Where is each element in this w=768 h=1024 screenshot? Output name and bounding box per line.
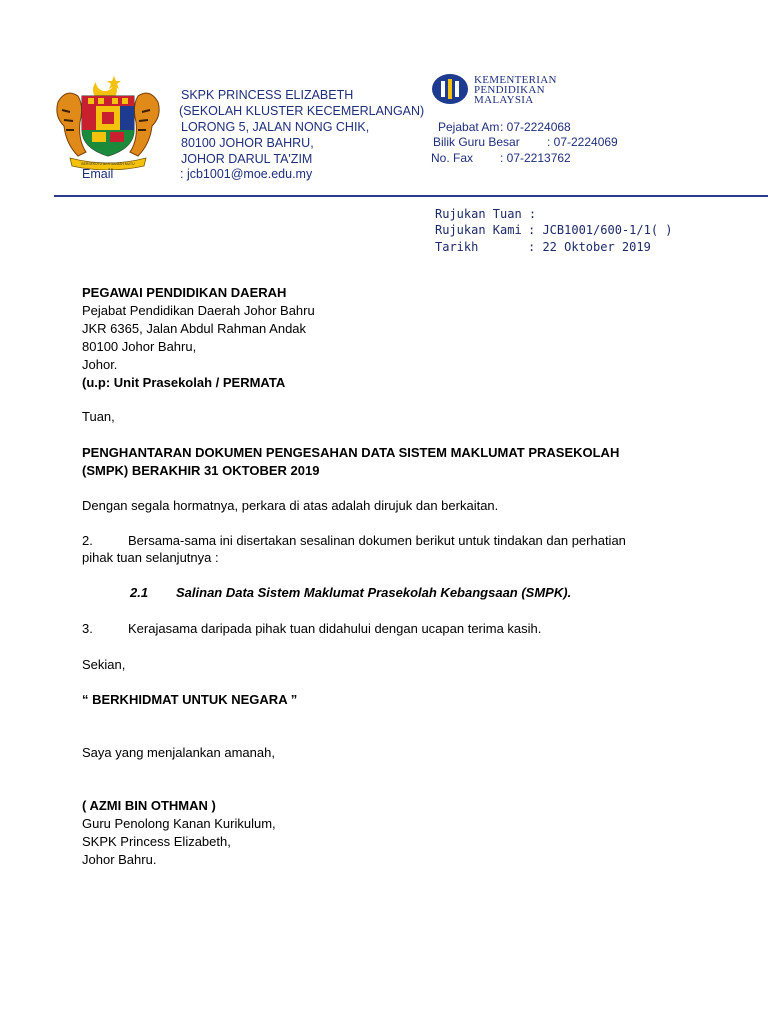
salutation: Tuan, <box>82 409 115 424</box>
ministry-line-1: KEMENTERIAN <box>474 74 557 86</box>
closing: Sekian, <box>82 657 126 672</box>
recipient-title: PEGAWAI PENDIDIKAN DAERAH <box>82 285 287 300</box>
recipient-line: JKR 6365, Jalan Abdul Rahman Andak <box>82 321 307 336</box>
motto: “ BERKHIDMAT UNTUK NEGARA ” <box>82 692 298 707</box>
subject-line: PENGHANTARAN DOKUMEN PENGESAHAN DATA SISTEM MAKLUMAT PRASEKOLAH <box>82 445 620 460</box>
letterhead-divider <box>54 195 768 197</box>
paragraph-2-line-2: pihak tuan selanjutnya : <box>82 550 219 565</box>
subject <box>82 444 619 480</box>
ministry-line-2: PENDIDIKAN <box>474 84 545 96</box>
signatory-line: Johor Bahru. <box>82 852 157 867</box>
paragraph-2-number: 2. <box>82 533 93 548</box>
contact-head-label: Bilik Guru Besar <box>433 135 520 149</box>
contact-fax-label: No. Fax <box>431 151 474 165</box>
ref-tuan: Rujukan Tuan : <box>435 207 537 221</box>
emblem-banner: BERSEKUTU BERTAMBAH MUTU <box>81 162 135 166</box>
email-value[interactable]: : jcb1001@moe.edu.my <box>180 167 313 181</box>
school-state: JOHOR DARUL TA'ZIM <box>181 152 313 166</box>
coat-of-arms-icon <box>52 72 164 170</box>
paragraph-2-line-1: Bersama-sama ini disertakan sesalinan dokumen berikut untuk tindakan dan perhatian <box>128 533 626 548</box>
date-label: Tarikh <box>435 240 479 254</box>
school-address <box>181 87 424 167</box>
ref-kami-label: Rujukan Kami <box>435 223 522 237</box>
signatory-line: Guru Penolong Kanan Kurikulum, <box>82 816 276 831</box>
signatory-name: ( AZMI BIN OTHMAN ) <box>82 798 216 813</box>
school-street: LORONG 5, JALAN NONG CHIK, <box>181 120 370 134</box>
recipient-line: Pejabat Pendidikan Daerah Johor Bahru <box>82 303 315 318</box>
trust-line: Saya yang menjalankan amanah, <box>82 745 275 760</box>
list-item-text: Salinan Data Sistem Maklumat Prasekolah Kebangsaan (SMPK). <box>176 585 572 600</box>
signatory-line: SKPK Princess Elizabeth, <box>82 834 231 849</box>
school-cluster: (SEKOLAH KLUSTER KECEMERLANGAN) <box>179 104 425 118</box>
contact-head-value: : 07-2224069 <box>547 135 618 149</box>
recipient-block <box>82 284 315 392</box>
contact-office-label: Pejabat Am <box>438 120 500 134</box>
school-name: SKPK PRINCESS ELIZABETH <box>181 88 354 102</box>
signature-block <box>82 797 276 869</box>
list-item-number: 2.1 <box>130 585 149 600</box>
paragraph-3-number: 3. <box>82 621 93 636</box>
recipient-line: 80100 Johor Bahru, <box>82 339 197 354</box>
recipient-attention: (u.p: Unit Prasekolah / PERMATA <box>82 375 286 390</box>
contact-fax-value: : 07-2213762 <box>500 151 571 165</box>
ministry-logo-icon <box>431 73 469 105</box>
recipient-line: Johor. <box>82 357 118 372</box>
school-postcode: 80100 JOHOR BAHRU, <box>181 136 314 150</box>
ministry-line-3: MALAYSIA <box>474 94 534 106</box>
paragraph-1: Dengan segala hormatnya, perkara di atas adalah dirujuk dan berkaitan. <box>82 498 499 513</box>
ministry-name <box>474 75 557 105</box>
contact-office-value: : 07-2224068 <box>500 120 571 134</box>
date-value: : 22 Oktober 2019 <box>528 240 651 254</box>
ref-kami-value: : JCB1001/600-1/1( ) <box>528 223 673 237</box>
subject-line: (SMPK) BERAKHIR 31 OKTOBER 2019 <box>82 463 320 478</box>
paragraph-3-text: Kerajasama daripada pihak tuan didahului dengan ucapan terima kasih. <box>128 621 542 636</box>
email-label: Email <box>82 167 114 181</box>
